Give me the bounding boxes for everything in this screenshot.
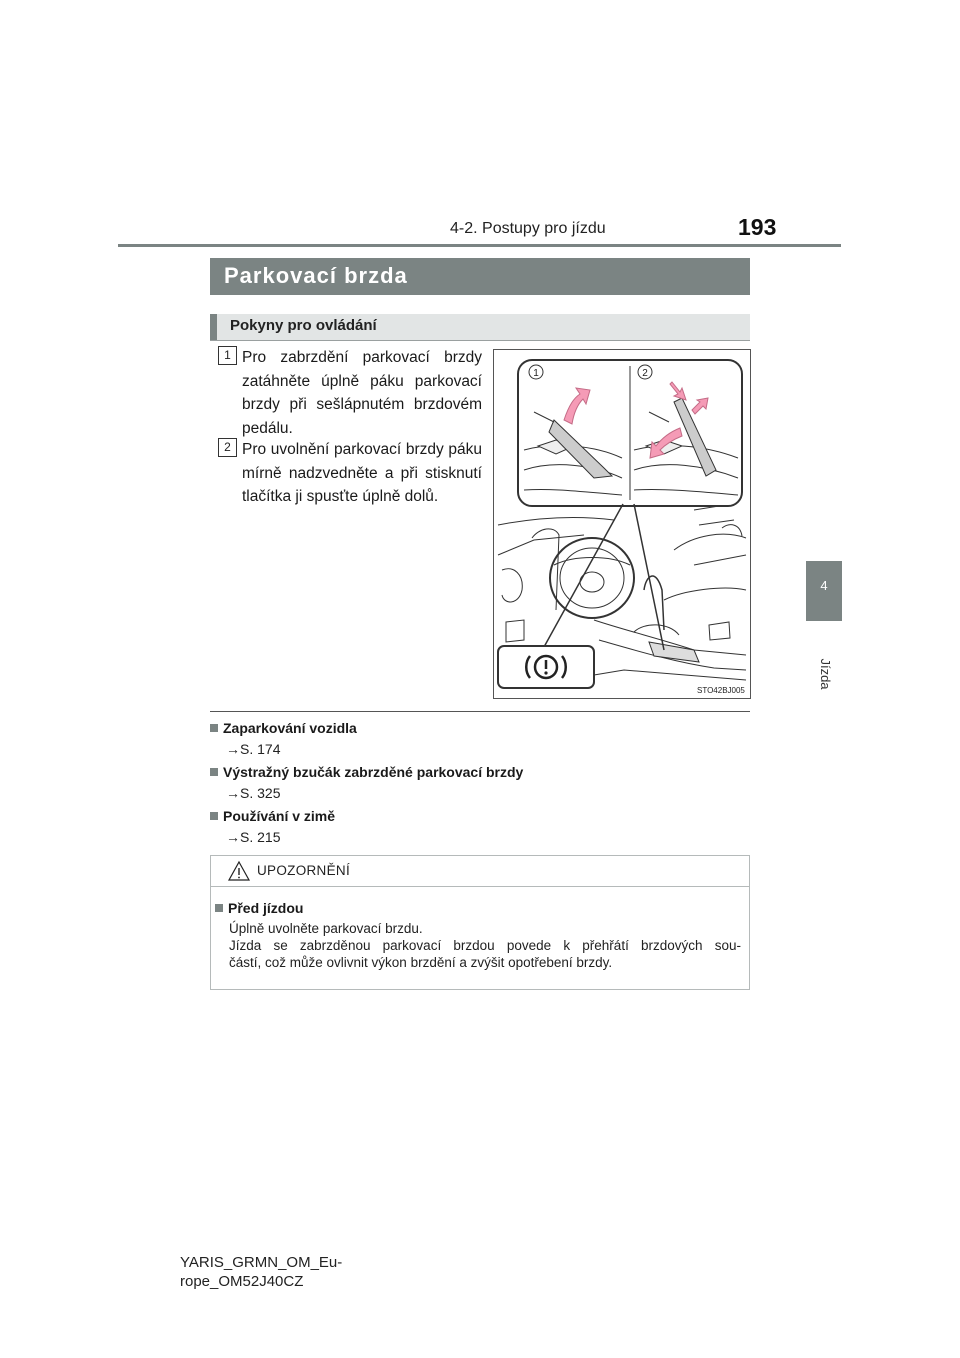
- note-heading-text: Výstražný bzučák zabrzděné parkovací brzdy: [223, 764, 524, 780]
- step-text: Pro zabrzdění parkovací brzdy zatáhněte úplně páku parkovací brzdy při sešlápnutém brzdovém pedálu.: [242, 349, 482, 437]
- caution-title: UPOZORNĚNÍ: [257, 863, 351, 878]
- note-heading-text: Používání v zimě: [223, 808, 336, 824]
- illustration-drawing: [494, 350, 750, 698]
- caution-box: [210, 855, 750, 990]
- caution-text-line: Úplně uvolněte parkovací brzdu.: [229, 921, 423, 936]
- document-code-continued: rope_OM52J40CZ: [180, 1273, 304, 1290]
- document-code: YARIS_GRMN_OM_Eu-: [180, 1254, 343, 1271]
- bullet-square-icon: [210, 724, 218, 732]
- page-reference-link[interactable]: →S. 174: [226, 741, 281, 757]
- chapter-tab[interactable]: [806, 561, 842, 621]
- subtitle-accent: [210, 314, 217, 340]
- step-text: Pro uvolnění parkovací brzdy páku mírně nadzvedněte a při stisknutí tlačítka ji spusťte úplně dolů.: [242, 441, 482, 505]
- page-reference-link[interactable]: →S. 325: [226, 785, 281, 801]
- step-number: 1: [218, 346, 237, 365]
- note-heading: [210, 720, 357, 736]
- step-number: 2: [218, 438, 237, 457]
- bullet-square-icon: [210, 768, 218, 776]
- caution-header: [211, 856, 749, 887]
- caution-subheading-text: Před jízdou: [228, 900, 304, 916]
- caution-text-line: Jízda se zabrzděnou parkovací brzdou povede k přehřátí brzdových sou-: [229, 938, 741, 953]
- note-heading: [210, 764, 523, 780]
- subtitle: Pokyny pro ovládání: [230, 317, 377, 334]
- chapter-number: 4: [820, 578, 828, 593]
- caution-subheading: [215, 900, 303, 916]
- warning-triangle-icon: [227, 860, 251, 882]
- section-title: 4-2. Postupy pro jízdu: [450, 220, 606, 237]
- header-divider: [118, 244, 841, 247]
- subtitle-bar: [210, 314, 750, 341]
- illustration-code: STO42BJ005: [697, 686, 745, 695]
- note-heading-text: Zaparkování vozidla: [223, 720, 357, 736]
- page-reference-link[interactable]: →S. 215: [226, 829, 281, 845]
- page-heading: Parkovací brzda: [224, 263, 408, 288]
- section-divider: [210, 711, 750, 712]
- page-number: 193: [738, 214, 777, 240]
- caution-text-line: částí, což může ovlivnit výkon brzdění a zvýšit opotřebení brzdy.: [229, 955, 613, 970]
- parking-brake-illustration: [493, 349, 751, 699]
- title-bar: [210, 258, 750, 295]
- bullet-square-icon: [215, 904, 223, 912]
- chapter-label: Jízda: [818, 658, 833, 690]
- inset-label-1: 1: [533, 368, 539, 379]
- inset-label-2: 2: [642, 368, 648, 379]
- bullet-square-icon: [210, 812, 218, 820]
- note-heading: [210, 808, 335, 824]
